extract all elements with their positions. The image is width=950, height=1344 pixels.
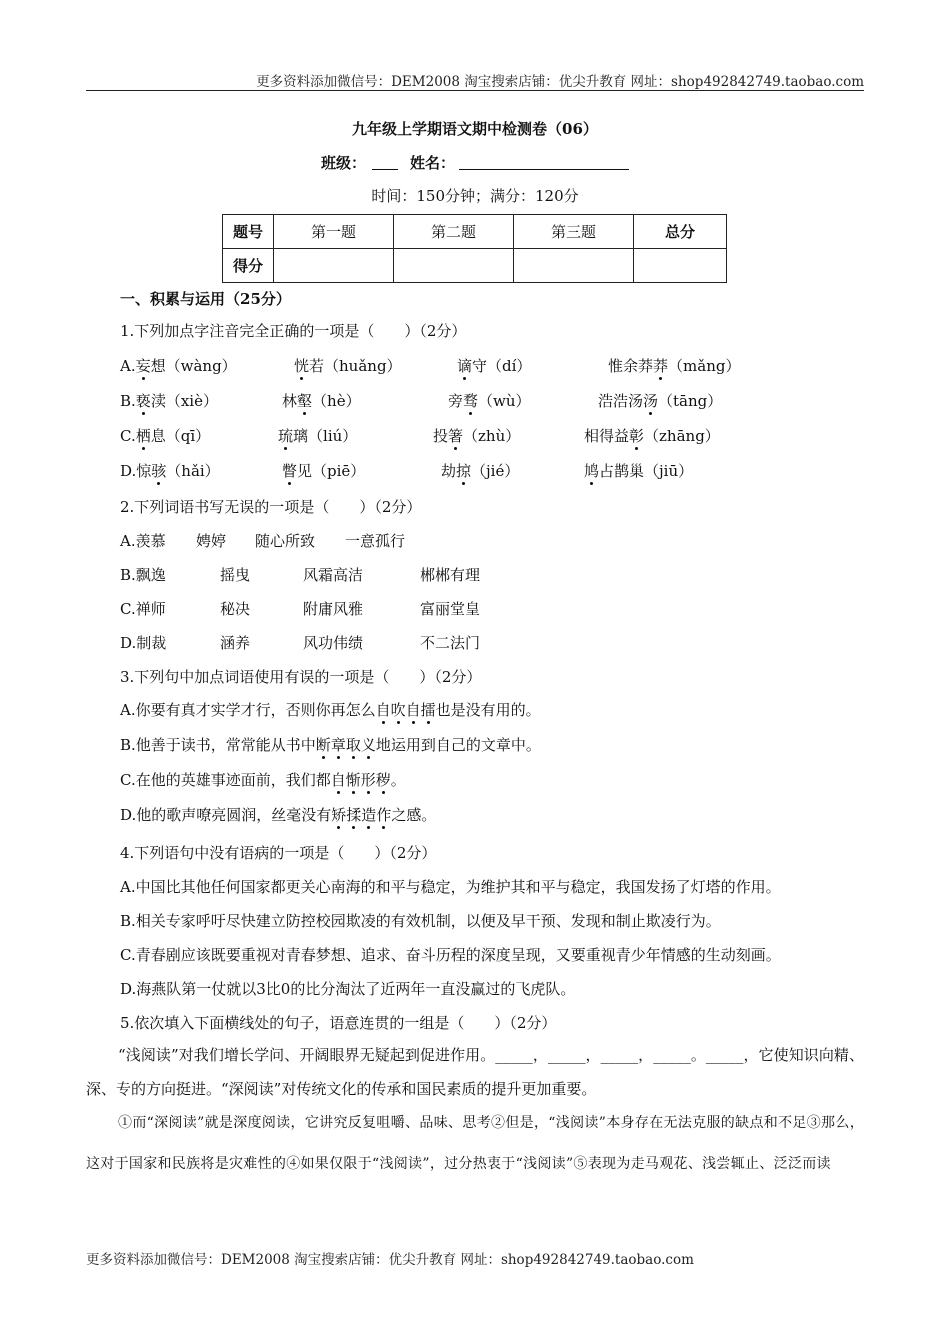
score-table	[222, 214, 727, 283]
page-header: 更多资料添加微信号：DEM2008 淘宝搜索店铺：优尖升教育 网址：shop492842749.taobao.com	[256, 74, 864, 90]
q3-dotted-phrase	[331, 806, 391, 824]
question-2-stem: 2.下列词语书写无误的一项是（ ）（2分）	[120, 498, 422, 516]
section-heading: 一、积累与运用（25分）	[120, 290, 291, 308]
q1-item: 林壑（hè）	[282, 392, 361, 410]
score-header-cell: 总分	[634, 215, 727, 249]
time-info: 时间：150分钟；满分：120分	[371, 187, 579, 205]
question-4-stem: 4.下列语句中没有语病的一项是（ ）（2分）	[120, 844, 437, 862]
q2-item: D.制裁	[120, 634, 167, 652]
dotted-char: 章	[330, 736, 346, 754]
score-cell[interactable]	[394, 249, 514, 283]
q2-item: 秘决	[220, 600, 251, 618]
dotted-char: 作	[376, 806, 392, 824]
dotted-char: 擂	[420, 701, 436, 719]
q2-item: A.羡慕	[120, 532, 166, 550]
q2-item: 不二法门	[420, 634, 481, 652]
q1-item: C.栖息（qī）	[120, 427, 211, 445]
q1-item: B.亵渎（xiè）	[120, 392, 218, 410]
score-cell[interactable]	[514, 249, 634, 283]
page-footer: 更多资料添加微信号：DEM2008 淘宝搜索店铺：优尖升教育 网址：shop492842749.taobao.com	[86, 1252, 694, 1268]
name-label: 姓名：	[410, 154, 456, 172]
q4-option: C.青春剧应该既要重视对青春梦想、追求、奋斗历程的深度呈现，又要重视青少年情感的生动刻画。	[120, 946, 781, 964]
q1-item: 鸠占鹊巢（jiū）	[584, 462, 694, 480]
q1-item: 琉璃（liú）	[278, 427, 358, 445]
q3-dotted-phrase	[316, 736, 376, 754]
dotted-char: 自	[405, 701, 421, 719]
q2-item: 娉婷	[196, 532, 227, 550]
score-header-cell: 第一题	[274, 215, 394, 249]
exam-title: 九年级上学期语文期中检测卷（06）	[352, 120, 598, 138]
q2-item: 附庸风雅	[303, 600, 364, 618]
dotted-char: 取	[345, 736, 361, 754]
q1-item: 劫掠（jié）	[441, 462, 520, 480]
score-table-header-row	[223, 215, 727, 249]
q2-item: 风功伟绩	[303, 634, 364, 652]
q1-item: 瞥见（piē）	[282, 462, 366, 480]
dotted-char: 断	[315, 736, 331, 754]
q2-item: 郴郴有理	[420, 566, 481, 584]
q1-item: A.妄想（wàng）	[120, 357, 237, 375]
q3-dotted-phrase	[331, 771, 391, 789]
score-header-cell: 题号	[223, 215, 274, 249]
header-divider	[86, 90, 864, 91]
dotted-char: 惭	[345, 771, 361, 789]
score-table-row	[223, 249, 727, 283]
q1-item: 浩浩汤汤（tāng）	[598, 392, 723, 410]
dotted-char: 吹	[390, 701, 406, 719]
q2-item: B.飘逸	[120, 566, 166, 584]
class-label: 班级：	[320, 154, 366, 172]
q2-item: 一意孤行	[345, 532, 406, 550]
dotted-char: 矫	[331, 806, 347, 824]
q1-item: 投箸（zhù）	[433, 427, 521, 445]
q2-item: 风霜高洁	[303, 566, 364, 584]
q1-item: 惟余莽莽（mǎng）	[608, 357, 741, 375]
dotted-char: 自	[375, 701, 391, 719]
score-header-cell: 第二题	[394, 215, 514, 249]
q3-option: A.你要有真才实学才行，否则你再怎么自吹自擂也是没有用的。	[120, 701, 541, 719]
q1-item: 恍若（huǎng）	[294, 357, 402, 375]
score-cell[interactable]	[274, 249, 394, 283]
q3-option: C.在他的英雄事迹面前，我们都自惭形秽。	[120, 771, 406, 789]
q2-item: 涵养	[220, 634, 251, 652]
q4-option: B.相关专家呼吁尽快建立防控校园欺凌的有效机制，以便及早干预、发现和制止欺凌行为。	[120, 912, 721, 930]
q1-item: 谪守（dí）	[457, 357, 532, 375]
question-5-stem: 5.依次填入下面横线处的句子，语意连贯的一组是（ ）（2分）	[120, 1014, 557, 1032]
q3-dotted-phrase	[376, 701, 436, 719]
q2-item: 富丽堂皇	[420, 600, 481, 618]
q2-item: 摇曳	[220, 566, 251, 584]
score-row-label: 得分	[223, 249, 274, 283]
dotted-char: 义	[360, 736, 376, 754]
q5-passage: “浅阅读”对我们增长学问、开阔眼界无疑起到促进作用。_____，_____，_____，_____。_____，它使知识向精、深、专的方向挺进。“深阅读”对传统文化的传承和国民素质的提升更加重要。	[86, 1046, 864, 1098]
q5-choices: ①而“深阅读”就是深度阅读，它讲究反复咀嚼、品味、思考②但是，“浅阅读”本身存在无法克服的缺点和不足③那么，这对于国家和民族将是灾难性的④如果仅限于“浅阅读”，过分热衷于“浅阅读”⑤表现为走马观花、浅尝辄止、泛泛而读	[86, 1115, 864, 1172]
question-1-stem: 1.下列加点字注音完全正确的一项是（ ）（2分）	[120, 322, 467, 340]
dotted-char: 秽	[375, 771, 391, 789]
q4-option: D.海燕队第一仗就以3比0的比分淘汰了近两年一直没赢过的飞虎队。	[120, 980, 576, 998]
score-header-cell: 第三题	[514, 215, 634, 249]
score-cell[interactable]	[634, 249, 727, 283]
class-name-line	[0, 152, 950, 173]
q4-option: A.中国比其他任何国家都更关心南海的和平与稳定，为维护其和平与稳定，我国发扬了灯塔的作用。	[120, 878, 781, 896]
q1-item: 旁骛（wù）	[448, 392, 531, 410]
q3-option: D.他的歌声嘹亮圆润，丝毫没有矫揉造作之感。	[120, 806, 437, 824]
q2-item: 随心所致	[255, 532, 316, 550]
q3-option: B.他善于读书，常常能从书中断章取义地运用到自己的文章中。	[120, 736, 541, 754]
dotted-char: 造	[361, 806, 377, 824]
q1-item: D.惊骇（hǎi）	[120, 462, 220, 480]
dotted-char: 形	[360, 771, 376, 789]
q1-item: 相得益彰（zhāng）	[584, 427, 720, 445]
dotted-char: 揉	[346, 806, 362, 824]
name-blank[interactable]	[459, 155, 629, 170]
class-blank[interactable]	[372, 155, 398, 170]
question-3-stem: 3.下列句中加点词语使用有误的一项是（ ）（2分）	[120, 668, 482, 686]
dotted-char: 自	[330, 771, 346, 789]
q2-item: C.禅师	[120, 600, 166, 618]
